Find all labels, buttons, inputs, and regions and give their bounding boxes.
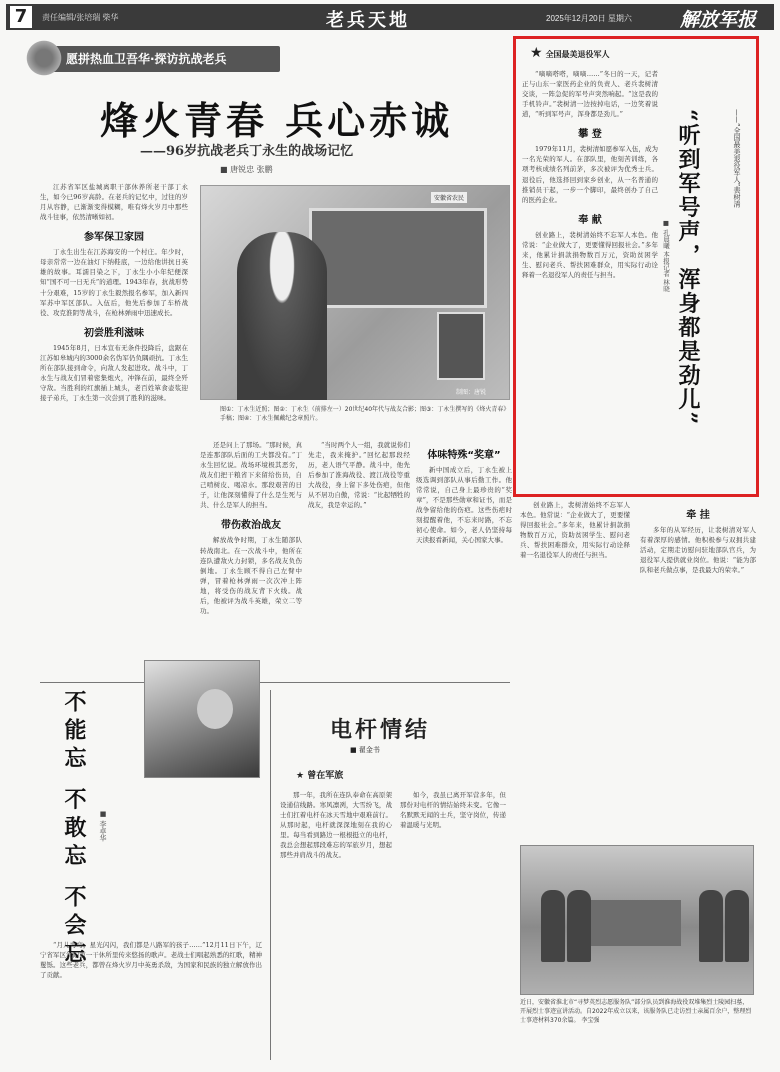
article3-author: ■ 翟金书 <box>350 746 380 754</box>
photo-credit: 制图：唐锐 <box>456 389 487 396</box>
photo-caption: 图①：丁永生近照；图②：丁永生（前排左一）20世纪40年代与战友合影；图③：丁永生撰写的《烽火青春》手稿；图④：丁永生佩戴纪念章照片。 <box>220 406 510 422</box>
paragraph: 如今，我虽已离开军营多年，但那份对电杆的情结始终未变。它像一名默默无闻的士兵，坚守岗位，传递着温暖与光明。 <box>400 791 506 830</box>
column-tag-label: 曾在军旅 <box>307 771 344 781</box>
memorial-photo <box>520 845 754 995</box>
section-name: 老兵天地 <box>326 10 410 31</box>
article-headline: 烽火青春 兵心赤诚 <box>100 98 454 143</box>
article-intro: 江苏省军区盐城离职干部休养所老干部丁永生，如今已96岁高龄。在老兵的记忆中，过往的岁月从容静，已渐渐变得模糊，唯有烽火岁月中那些战斗往事，依然清晰如初。 <box>40 183 188 222</box>
article-subhead: ——96岁抗战老兵丁永生的战场记忆 <box>140 144 354 159</box>
series-banner <box>40 46 280 72</box>
article3-column-2 <box>400 790 506 1060</box>
paragraph: 新中国成立后，丁永生被上级选调到部队从事后勤工作。他常常说，自己身上最珍贵的“奖章”，不是那些勋章和证书，而是战争留给他的伤疤。这些伤疤时刻提醒着他，不忘来时路，不忘初心使命。如今，老人仍坚持每天读报看新闻，关心国家大事。 <box>416 466 512 545</box>
divider <box>40 682 510 683</box>
editors: 责任编辑/张培瑞 柴华 <box>42 12 119 22</box>
star-icon: ★ <box>296 771 305 781</box>
section-heading: 带伤救治战友 <box>221 520 281 532</box>
newspaper-logo: 解放军报 <box>679 9 756 31</box>
main-photo <box>200 185 510 400</box>
masthead <box>6 4 774 30</box>
paragraph: 还是问上了那场。“那时候，真是连那部队后面的工夫都没有。”丁永生回忆说。战场环境极其恶劣，战友们把干粮省下来留给伤员，自己啃树皮、喝凉水。那段艰苦的日子，让他深刻懂得了什么是生死与共、什么是军人的担当。 <box>200 441 302 510</box>
page-number: 7 <box>10 6 32 28</box>
section-heading: 参军保卫家园 <box>84 232 144 244</box>
caption-credit: 李宝强 <box>581 1017 600 1024</box>
article2-vertical-title: 不能忘 不敢忘 不会忘 <box>61 690 87 970</box>
article-byline: ■ 唐锐忠 张鹏 <box>220 165 273 174</box>
veteran-portrait <box>197 689 233 729</box>
article2-photo <box>144 660 260 778</box>
memorial-stone <box>591 900 681 946</box>
paragraph: 多年的从军经历，让裴树清对军人有着深厚的感情。他积极参与双拥共建活动，定期走访慰问驻地部队官兵，为退役军人提供就业岗位。他说：“能为部队和老兵做点事，是我最大的荣幸。” <box>640 526 756 575</box>
article-column-1 <box>40 182 188 672</box>
article-column-3 <box>308 440 410 680</box>
section-heading: 体味特殊“奖章” <box>427 450 501 461</box>
feature-subtitle: ——“全国最美退役军人”裴树清 <box>733 109 741 208</box>
article2-text <box>40 940 262 1060</box>
article3-column-1 <box>280 790 392 1060</box>
memorial-photo-caption <box>520 998 754 1025</box>
section-heading: 初尝胜利滋味 <box>84 327 144 339</box>
caption-text: 近日，安徽省淮北市“寻梦英烈志愿服务队”部分队员到淮海战役双堆集烈士陵园扫墓，开展烈士事迹宣讲活动。自2022年成立以来，该服务队已走访烈士亲属百余户，整理烈士事迹材料370余篇。 <box>520 999 752 1024</box>
paragraph: “当时两个人一组，我就说你们先走，我来掩护。”回忆起那段经历，老人语气平静。战斗中，他先后参加了淮海战役、渡江战役等重大战役，身上留下多处伤疤，但他从不居功自傲，常说：“比起牺牲的战友，我是幸运的。” <box>308 441 410 510</box>
veteran-figure <box>237 232 327 400</box>
article3-title: 电杆情结 <box>330 717 431 743</box>
column-tag <box>296 768 343 781</box>
feature-headline: “听到军号声，浑身都是劲儿” <box>675 109 701 427</box>
portrait-photo <box>437 312 485 380</box>
paragraph: 丁永生出生在江苏海安的一个村庄。年少时，母亲常常一边在油灯下纳鞋底，一边给他讲抗日英雄的故事。耳濡目染之下，丁永生小小年纪便深知“国不可一日无兵”的道理。1943年春，抗战形势十分艰难，15岁的丁永生毅然报名参军，加入新四军苏中军区部队。入伍后，他先后参加了车桥战役、攻克淮阴等战斗，在枪林弹雨中迅速成长。 <box>40 248 188 317</box>
divider <box>270 690 271 1060</box>
section-heading: 攀 登 <box>578 129 602 141</box>
flower-icon <box>24 38 64 78</box>
paragraph: 1945年8月，日本宣布无条件投降后，盘踞在江苏如皋城内的3000余名伪军仍负隅顽抗。丁永生所在部队接到命令，向敌人发起进攻。战斗中，丁永生与战友们冒着密集炮火，冲锋在前，最终全歼守敌。当胜利的红旗插上城头，老百姓箪食壶浆迎接子弟兵，丁永生第一次尝到了胜利的滋味。 <box>40 343 188 402</box>
photo-inscription: 安徽省农民 <box>431 192 467 203</box>
paragraph: 解放战争时期，丁永生随部队转战南北。在一次战斗中，他所在连队遭敌火力封锁，多名战友负伤倒地。丁永生顾不得自己左臂中弹，冒着枪林弹雨一次次冲上阵地，将受伤的战友背下火线。战后，他被评为战斗英雄，荣立二等功。 <box>200 536 302 615</box>
section-heading: 牵 挂 <box>686 510 710 521</box>
feature-authors: ■ 孔晨曦 本报记者 林晓 <box>662 219 670 292</box>
banner-label: 愿拼热血卫吾华·探访抗战老兵 <box>66 52 227 66</box>
section-heading: 奉 献 <box>578 214 602 226</box>
paragraph: 1979年11月，裴树清如愿参军入伍，成为一名光荣的军人。在部队里，他刻苦训练，各项考核成绩名列前茅，多次被评为优秀士兵。退役后，他选择回到家乡创业，从一名普通的推销员干起，一步一个脚印，最终创办了自己的医药企业。 <box>522 145 658 204</box>
paragraph: “嘀嘀嗒嗒，嘀嘀……”冬日的一天，记者正与山东一家医药企业的负责人、老兵裴树清交谈，一阵急促的军号声突然响起。“这是我的手机铃声。”裴树清一边按掉电话，一边笑着说道，“听到军号声，浑身都是劲儿。” <box>522 70 658 119</box>
paragraph: 创业路上，裴树清始终不忘军人本色。他常说：“企业做大了，更要懂得回报社会。”多年来，他累计捐款捐物数百万元，资助贫困学生、慰问老兵、帮扶困难群众，用实际行动诠释着一名退役军人的责任与担当。 <box>522 230 658 279</box>
paragraph: “月儿弯弯，星光闪闪，我们都是八路军的孩子……”12月11日下午，辽宁省军区沈阳第一干休所里传来悠扬的歌声。老战士们唱起熟悉的红歌，精神矍铄。这些老兵，都曾在烽火岁月中英勇杀敌，为国家和民族的独立解放作出了贡献。 <box>40 941 262 980</box>
article-column-4 <box>416 440 512 680</box>
volunteer-figure <box>567 890 591 962</box>
volunteer-figure <box>725 890 749 962</box>
paragraph: 那一年，我所在连队奉命在高原架设通信线路。寒风凛冽，大雪纷飞，战士们扛着电杆在冰天雪地中艰难前行。从那时起，电杆就深深地刻在我的心里。每当看到路边一根根挺立的电杆，我总会想起那段难忘的军旅岁月，想起那些并肩战斗的战友。 <box>280 791 392 860</box>
paragraph: 创业路上，裴树清始终不忘军人本色。他常说：“企业做大了，更要懂得回报社会。”多年来，他累计捐款捐物数百万元，资助贫困学生、慰问老兵、帮扶困难群众，用实际行动诠释着一名退役军人的责任与担当。 <box>520 501 630 560</box>
volunteer-figure <box>699 890 723 962</box>
group-photo <box>309 208 487 308</box>
volunteer-figure <box>541 890 565 962</box>
feature-box <box>513 36 759 497</box>
issue-date: 2025年12月20日 星期六 <box>546 14 632 23</box>
article2-author: ■ 李卓华 <box>99 810 107 842</box>
feature-column-1 <box>522 69 658 489</box>
feature-column-2 <box>520 500 630 840</box>
feature-column-3 <box>640 500 756 840</box>
article-column-2 <box>200 440 302 680</box>
feature-section-title: ★ 全国最美退役军人 <box>530 45 610 61</box>
